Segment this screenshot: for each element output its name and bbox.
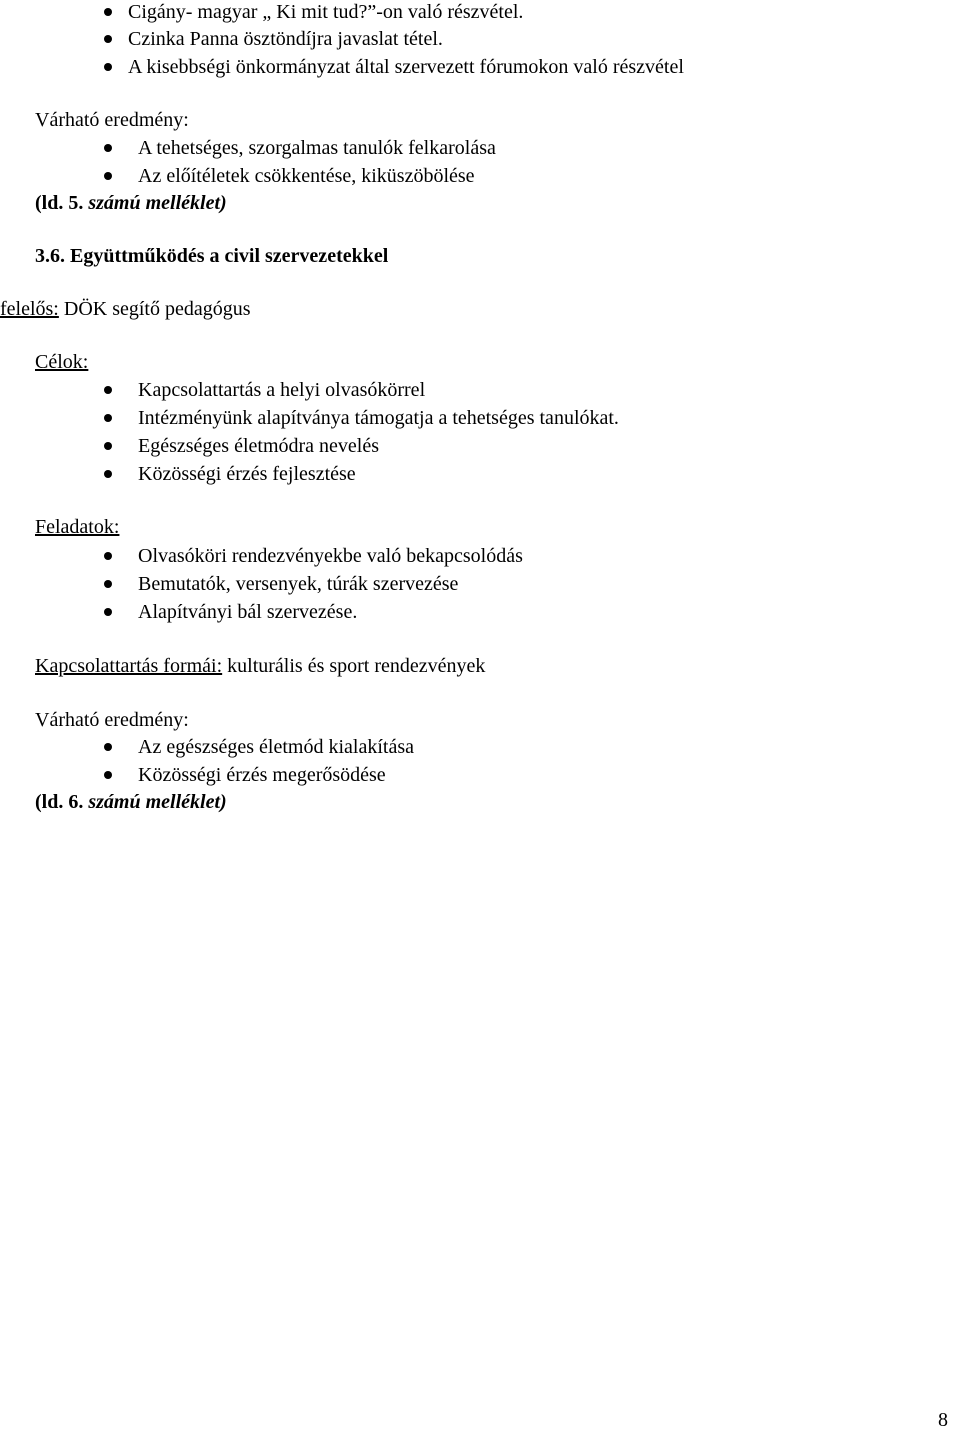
bullet-icon (104, 608, 112, 616)
bullet-icon (104, 470, 112, 478)
annex-reference (35, 790, 227, 814)
responsible-value: DÖK segítő pedagógus (58, 298, 251, 320)
contact-line (35, 654, 485, 678)
list-item: Az egészséges életmód kialakítása (138, 736, 414, 758)
expected-result-label: Várható eredmény: (35, 709, 189, 731)
list-item: Alapítványi bál szervezése. (138, 601, 358, 623)
bullet-icon (104, 8, 112, 16)
bullet-icon (104, 580, 112, 588)
expected-result-label: Várható eredmény: (35, 109, 189, 131)
annex-reference-prefix: (ld. 5. (35, 192, 84, 214)
responsible-line (0, 297, 251, 321)
tasks-label: Feladatok: (35, 516, 120, 538)
bullet-icon (104, 414, 112, 422)
bullet-icon (104, 172, 112, 180)
list-item: Közösségi érzés megerősödése (138, 764, 386, 786)
list-item: A kisebbségi önkormányzat által szervezett fórumokon való részvétel (128, 56, 684, 78)
list-item: Az előítéletek csökkentése, kiküszöbölése (138, 165, 475, 187)
bullet-icon (104, 63, 112, 71)
bullet-icon (104, 35, 112, 43)
bullet-icon (104, 442, 112, 450)
goals-label: Célok: (35, 351, 89, 373)
bullet-icon (104, 743, 112, 751)
contact-label: Kapcsolattartás formái: (35, 655, 223, 677)
annex-reference (35, 191, 227, 215)
list-item: Közösségi érzés fejlesztése (138, 463, 356, 485)
bullet-icon (104, 144, 112, 152)
section-title: Együttműködés a civil szervezetekkel (65, 245, 389, 267)
list-item: A tehetséges, szorgalmas tanulók felkarolása (138, 137, 496, 159)
responsible-label: felelős: (0, 298, 59, 320)
annex-reference-prefix: (ld. 6. (35, 791, 84, 813)
section-number: 3.6. (35, 245, 65, 267)
list-item: Cigány- magyar „ Ki mit tud?”-on való részvétel. (128, 1, 524, 23)
list-item: Intézményünk alapítványa támogatja a tehetséges tanulókat. (138, 407, 619, 429)
bullet-icon (104, 386, 112, 394)
annex-reference-rest: számú melléklet) (83, 791, 227, 813)
section-heading (35, 244, 388, 268)
bullet-icon (104, 771, 112, 779)
list-item: Bemutatók, versenyek, túrák szervezése (138, 573, 459, 595)
list-item: Kapcsolattartás a helyi olvasókörrel (138, 379, 426, 401)
annex-reference-rest: számú melléklet) (83, 192, 227, 214)
list-item: Czinka Panna ösztöndíjra javaslat tétel. (128, 28, 443, 50)
list-item: Olvasóköri rendezvényekbe való bekapcsolódás (138, 545, 523, 567)
bullet-icon (104, 552, 112, 560)
list-item: Egészséges életmódra nevelés (138, 435, 380, 457)
contact-value: kulturális és sport rendezvények (222, 655, 486, 677)
page-number: 8 (938, 1409, 948, 1431)
